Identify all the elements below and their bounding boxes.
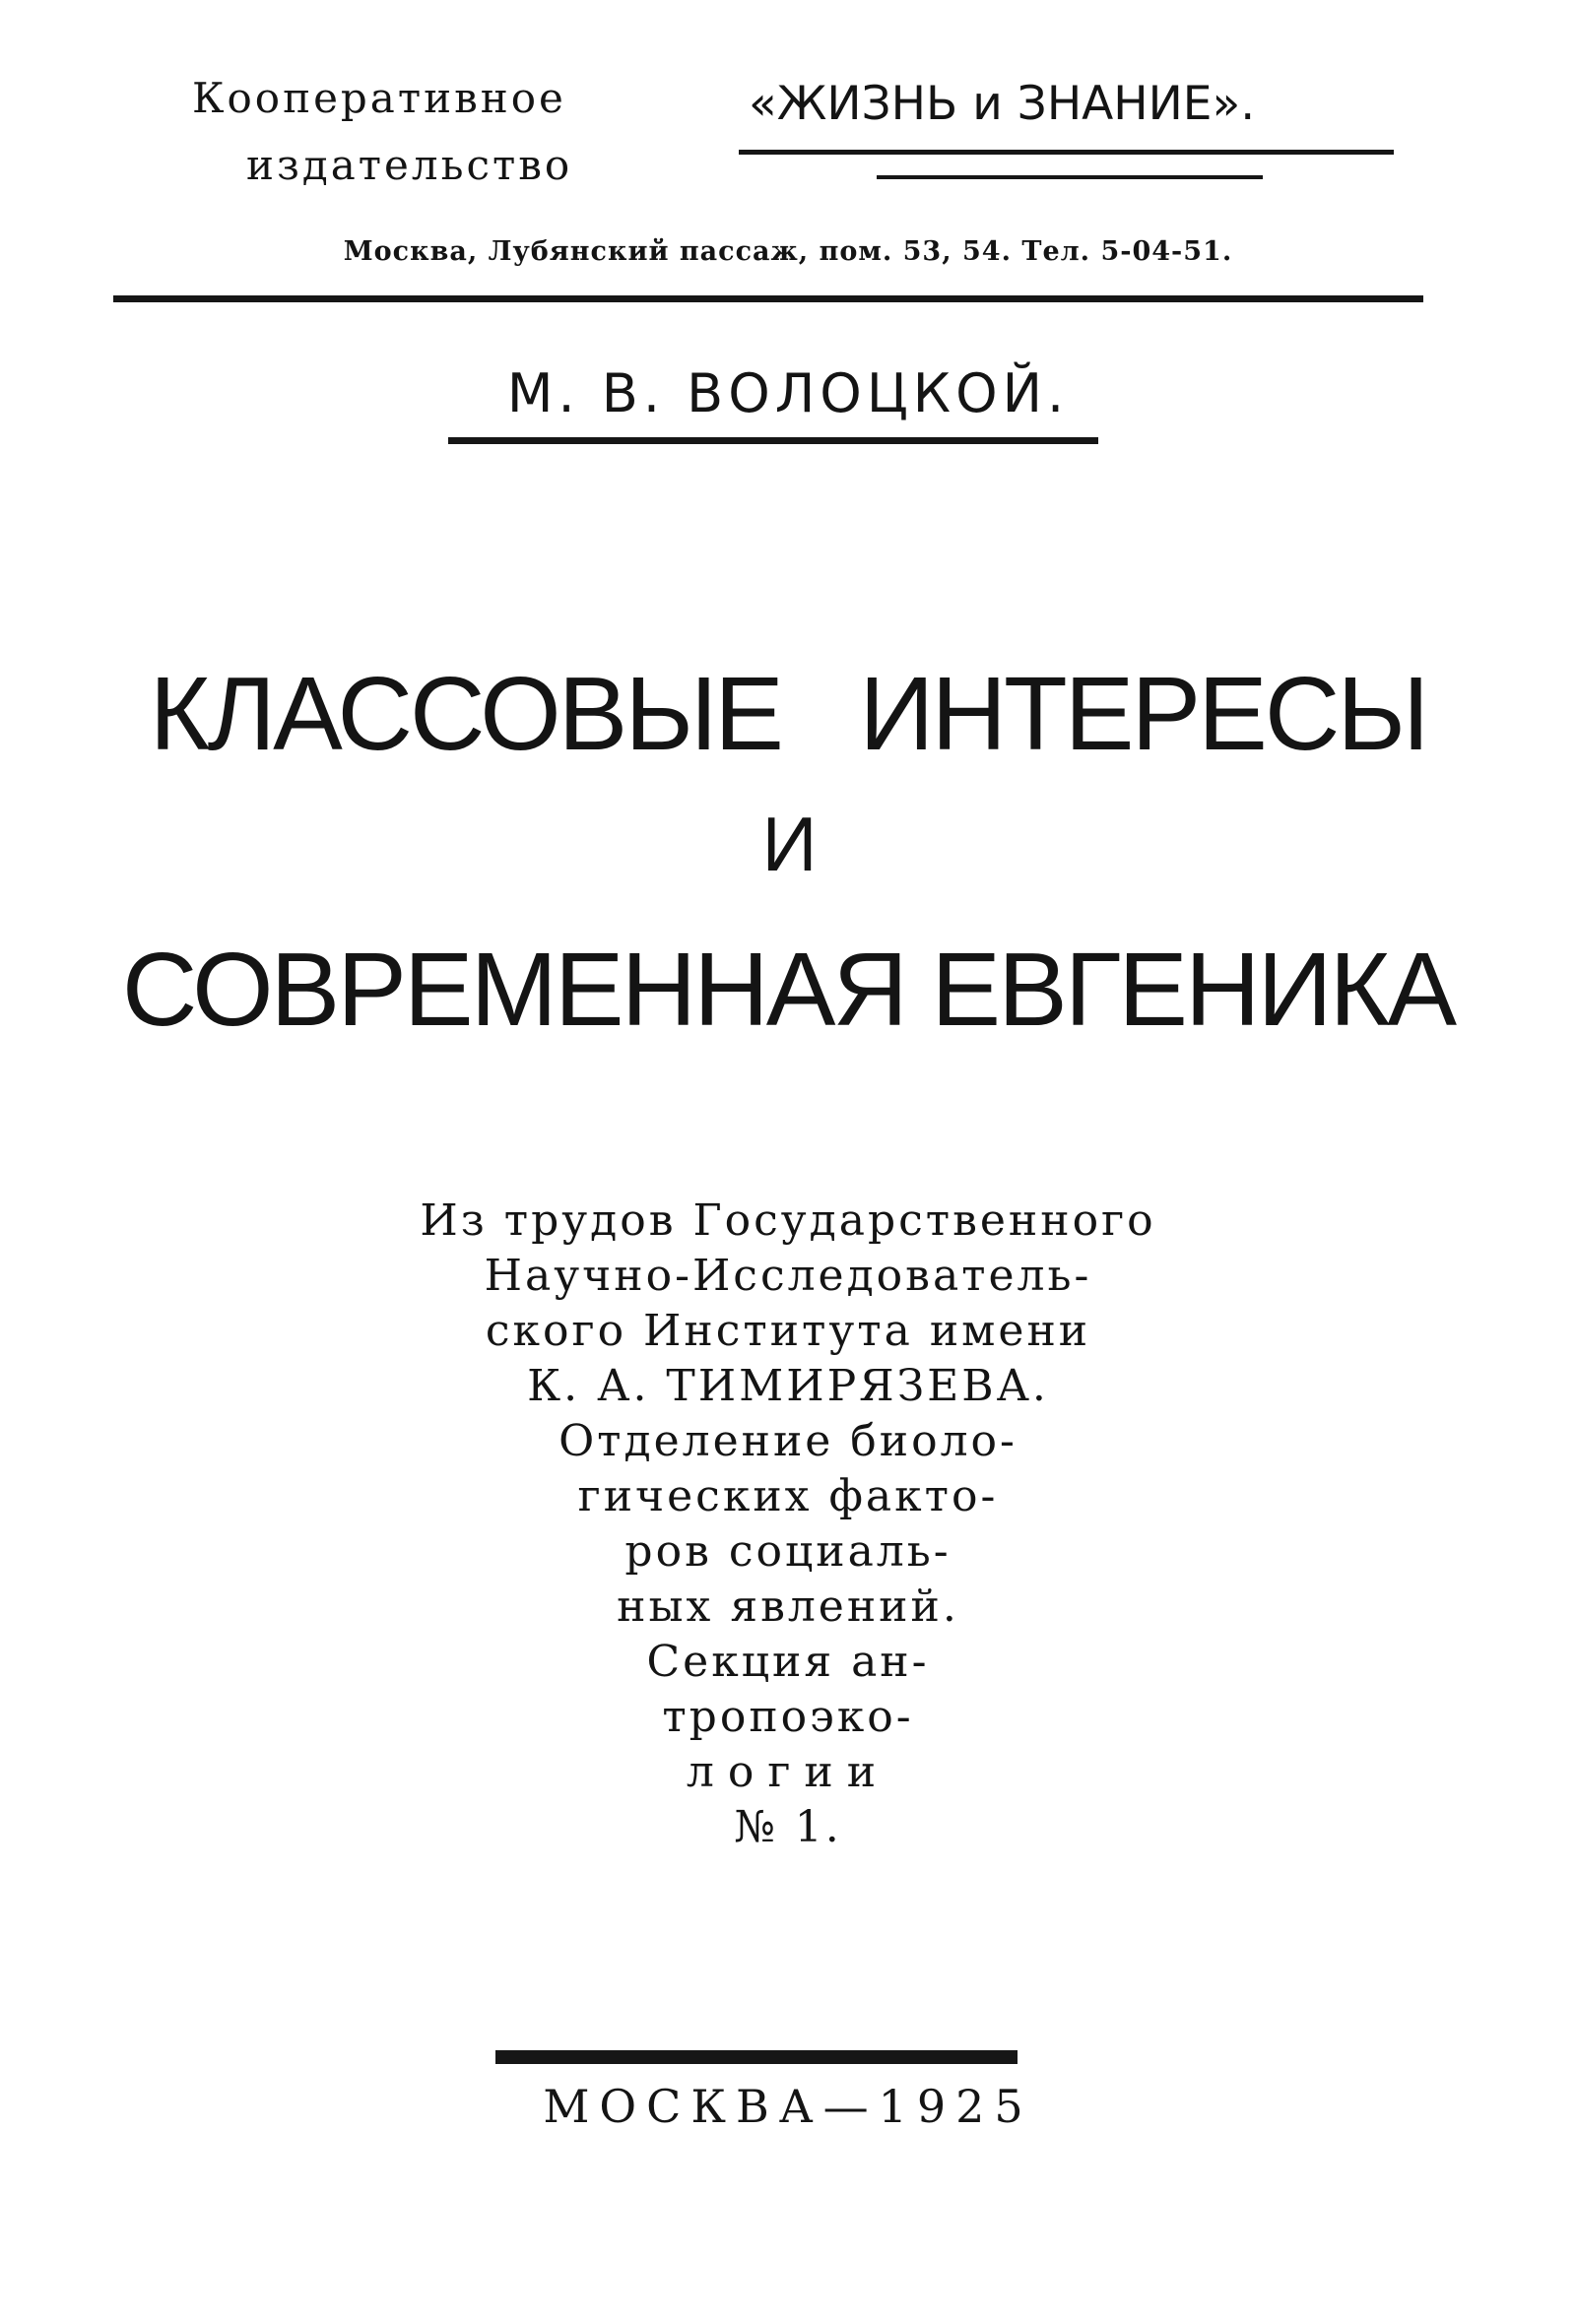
series-line: К. А. ТИМИРЯЗЕВА. [527,1361,1049,1411]
series-line: ных явлений. [617,1582,959,1632]
series-line: Отделение биоло- [558,1416,1018,1466]
series-description [296,1194,1280,1855]
series-line: ров социаль- [624,1526,952,1577]
author-name: М. В. ВОЛОЦКОЙ. [506,362,1070,424]
publisher-name: «ЖИЗНЬ и ЗНАНИЕ». [749,77,1256,131]
series-line: гических факто- [577,1471,999,1521]
publisher-type-line2: издательство [246,141,573,189]
book-title-line2: И [761,801,815,887]
series-line: ского Института имени [485,1306,1091,1356]
imprint-divider [495,2050,1018,2064]
imprint-city-year: МОСКВА—1925 [543,2080,1033,2133]
publisher-type-line1: Кооперативное [192,74,566,122]
header-divider [113,295,1423,302]
book-title-line3: СОВРЕМЕННАЯ ЕВГЕНИКА [121,932,1455,1048]
series-line: № 1. [734,1802,842,1852]
publisher-name-underline [739,150,1394,155]
publisher-address: Москва, Лубянский пассаж, пом. 53, 54. Тел. 5-04-51. [343,236,1233,267]
publisher-name-underline-short [877,175,1263,179]
series-line: Научно-Исследователь- [484,1251,1092,1301]
book-title-line1: КЛАССОВЫЕ ИНТЕРЕСЫ [149,656,1427,772]
author-underline [448,437,1098,444]
series-line: Секция ан- [646,1637,930,1687]
series-line: Из трудов Государственного [420,1195,1156,1246]
series-line: тропоэко- [662,1692,914,1742]
series-line: логии [686,1747,890,1797]
